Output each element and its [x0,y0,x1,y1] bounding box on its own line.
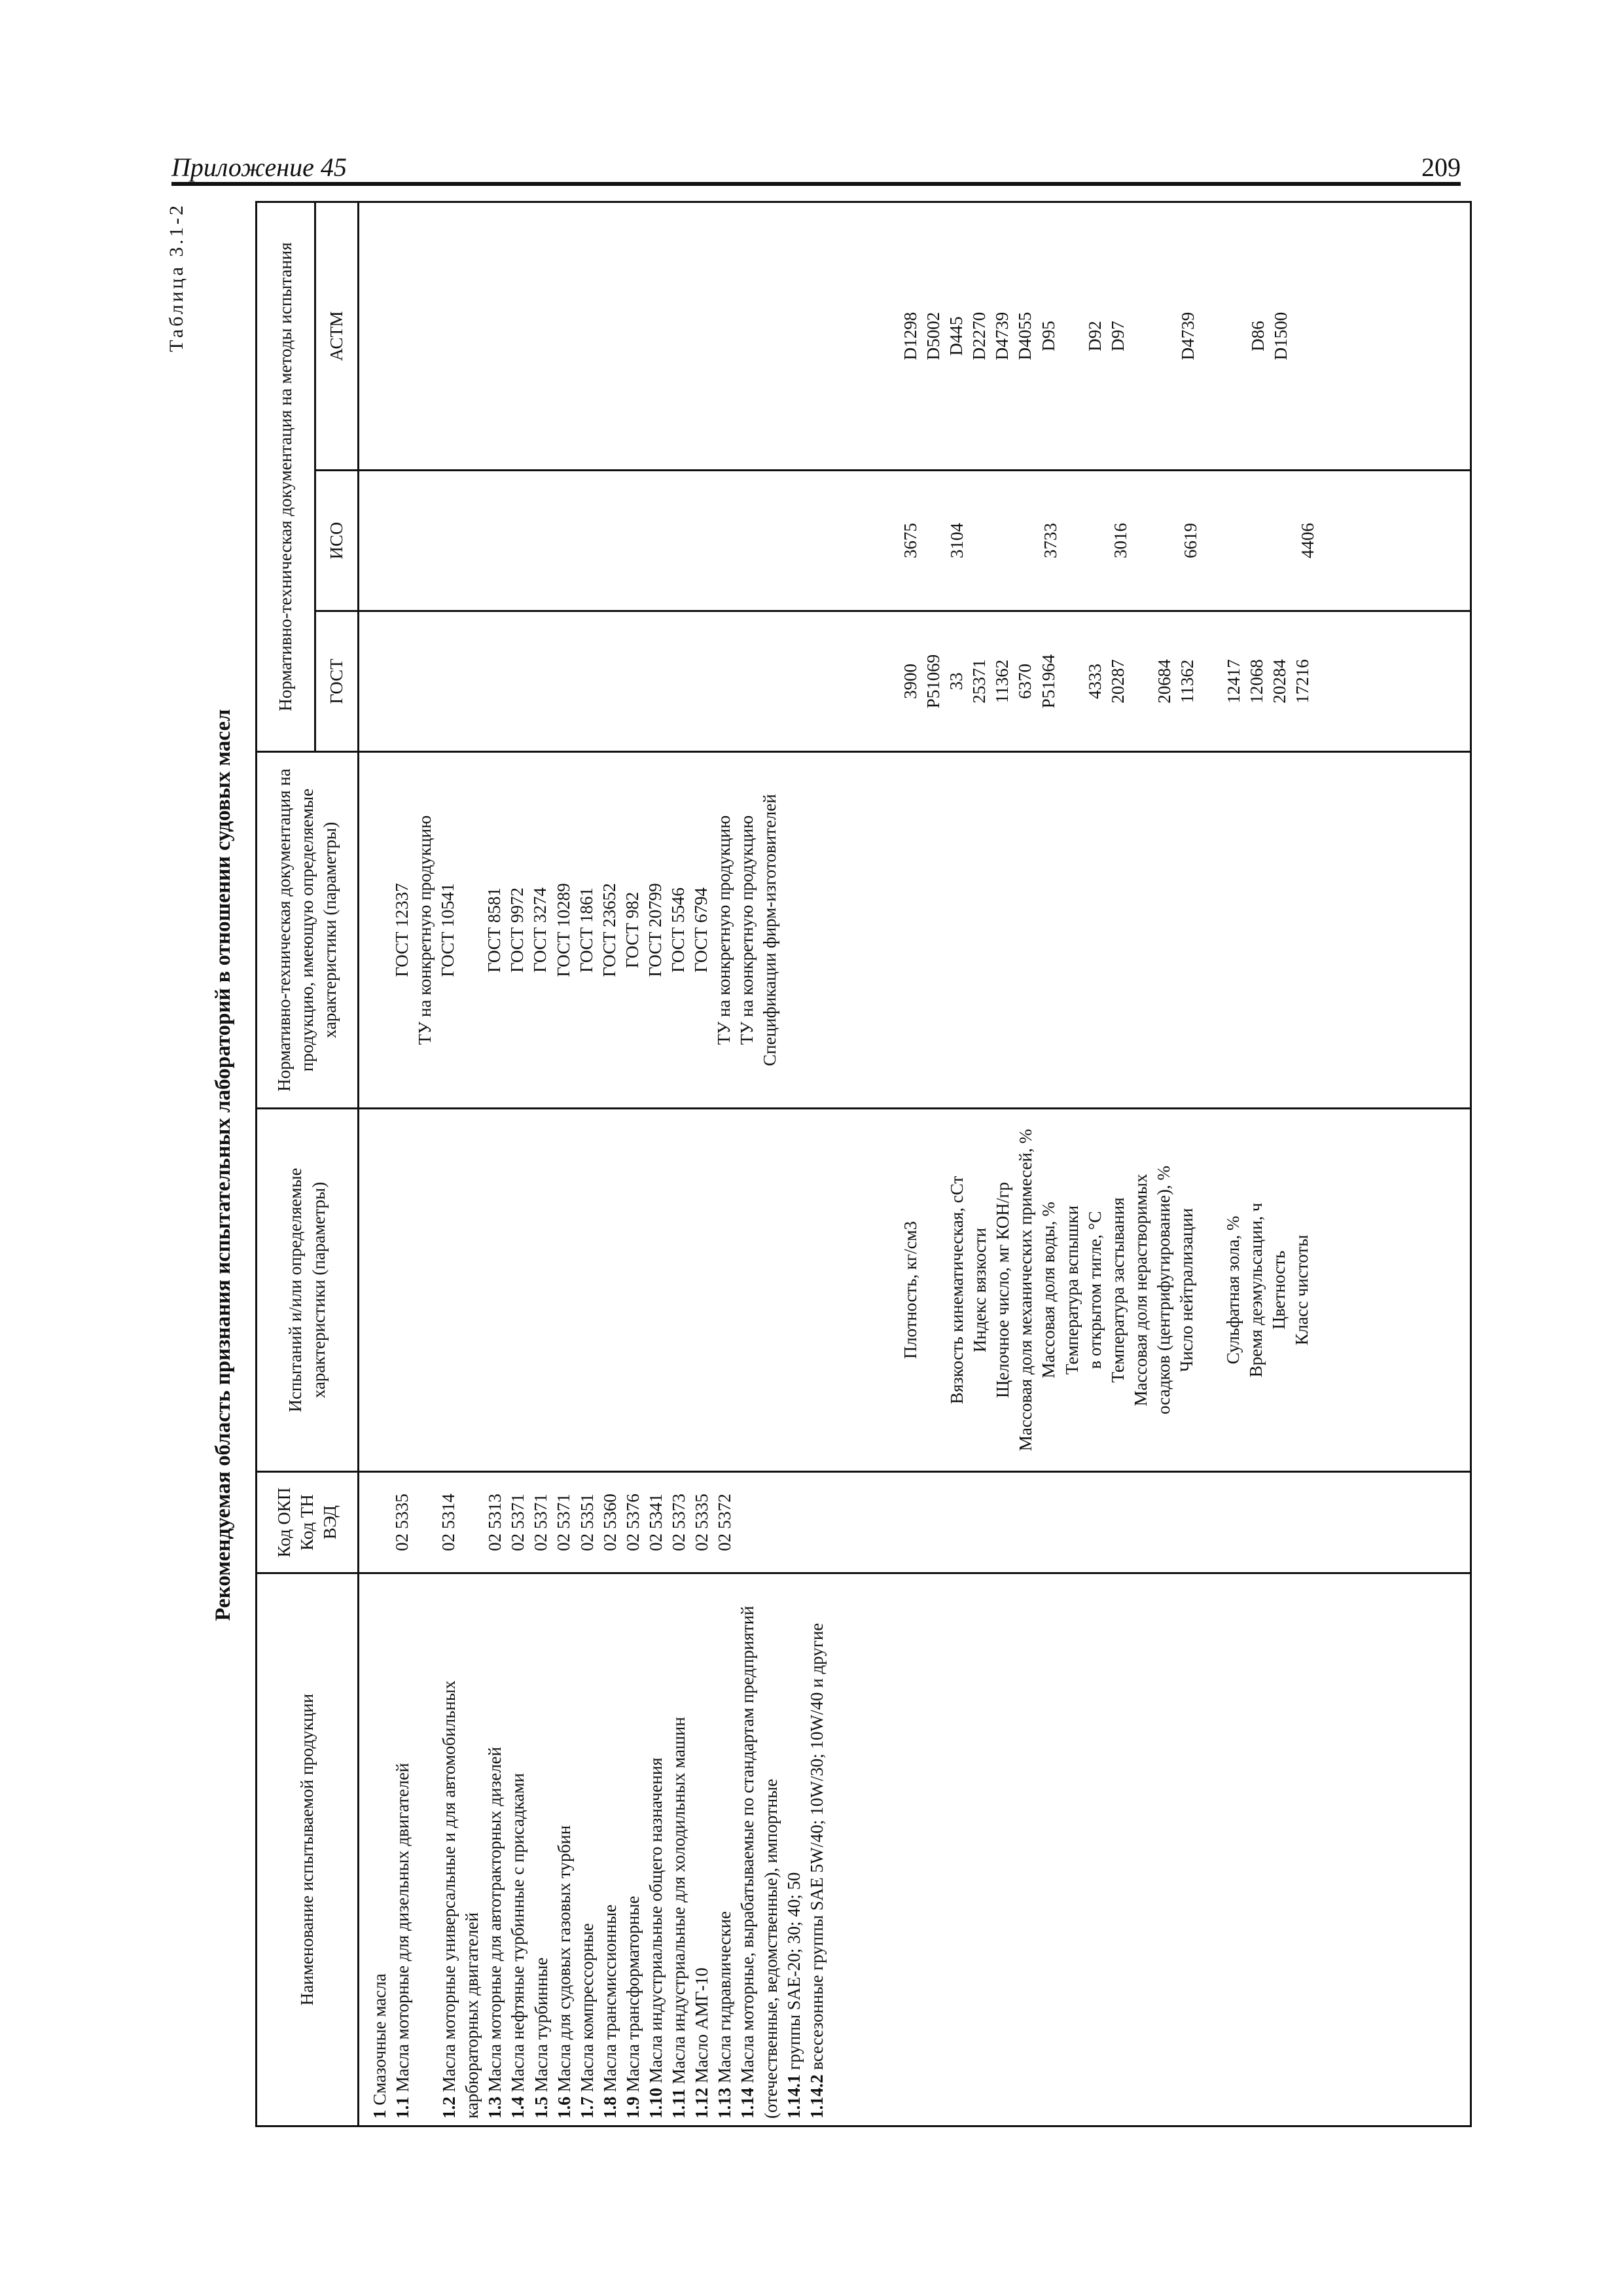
norm-doc-item: ГОСТ 10541 [438,883,458,977]
gost-item: 4333 [1084,664,1105,699]
iso-item: 3016 [1111,523,1131,558]
rotated-table-frame [164,203,1446,2127]
astm-item: D1500 [1271,312,1291,361]
product-item: 1.13 Масла гидравлические [715,1910,735,2119]
gost-item: Р51069 [923,654,944,709]
code-item: 02 5314 [438,1494,459,1551]
col-header-tests: Испытаний и/или определяемые характеристики (параметры) [257,1109,359,1472]
code-item: 02 5313 [485,1494,505,1551]
code-item: 02 5360 [599,1494,620,1551]
gost-item: 12417 [1224,659,1244,704]
gost-cell [359,611,1471,752]
product-item: 1.8 Масла трансмиссионные [599,1904,620,2119]
astm-item: D92 [1084,321,1105,351]
gost-item: 6370 [1015,664,1035,699]
astm-item: D4055 [1015,312,1035,361]
col-header-product: Наименование испытываемой продукции [257,1573,359,2126]
norm-doc-item: ГОСТ 1861 [576,887,596,973]
astm-item: D2270 [969,312,990,361]
norm-doc-item: ТУ на конкретную продукцию [714,815,734,1045]
gost-item: 11362 [992,659,1012,704]
product-cell [359,1573,1471,2126]
iso-cell [359,471,1471,611]
astm-item: D86 [1247,321,1268,351]
test-item: в открытом тигле, °С [1084,1211,1105,1369]
gost-item: 17216 [1293,659,1313,704]
norm-doc-item: ГОСТ 10289 [553,883,573,977]
test-item: Вязкость кинематическая, сСт [947,1175,967,1405]
norm-doc-item: ГОСТ 12337 [392,883,412,977]
col-header-astm: АСТМ [315,202,359,470]
product-item: 1.1 Масла моторные для дизельных двигателей [393,1763,413,2119]
norm-doc-item: ГОСТ 982 [622,891,642,969]
col-header-norm-doc: Нормативно-техническая документация на продукцию, имеющую определяемые характеристики (параметры) [257,752,359,1109]
product-item: 1 Смазочные масла [370,1973,389,2119]
tests-cell [359,1109,1471,1472]
product-item: 1.14.2 всесезонные группы SAE 5W/40; 10W/30; 10W/40 и другие [806,1623,827,2119]
gost-item: 20287 [1107,659,1128,704]
astm-item: D4739 [992,312,1012,361]
test-item: осадков (центрифугирование), % [1153,1166,1173,1414]
code-item: 02 5372 [715,1494,735,1551]
norm-doc-item: ГОСТ 8581 [484,887,505,973]
gost-item: 3900 [901,664,920,699]
test-item: Индекс вязкости [970,1227,990,1353]
gost-item: 33 [946,672,967,691]
gost-item: 25371 [969,659,990,704]
astm-item: D1298 [901,312,920,361]
norm-doc-item: ТУ на конкретную продукцию [737,815,757,1045]
test-item: Температура вспышки [1061,1205,1082,1375]
product-item: 1.14.1 группы SAE-20; 30; 40; 50 [783,1872,804,2119]
table-title: Рекомендуемая область признания испытательных лабораторий в отношении судовых масел [211,709,235,1621]
product-item: 1.9 Масла трансформаторные [622,1895,643,2119]
astm-item: D5002 [923,312,944,361]
product-item: 1.5 Масла турбинные [531,1957,551,2119]
test-item: Массовая доля механических примесей, % [1016,1128,1036,1452]
test-item: Цветность [1269,1250,1289,1330]
running-header-title: Приложение 45 [171,152,347,182]
code-item: 02 5371 [508,1494,528,1551]
norm-doc-item: Спецификации фирм-изготовителей [760,794,780,1066]
iso-item: 3104 [947,523,967,558]
product-item: 1.7 Масла компрессорные [577,1923,597,2119]
iso-item: 4406 [1298,523,1318,558]
gost-item: 20684 [1154,659,1174,704]
product-item: 1.14 Масла моторные, вырабатываемые по стандартам предприятий (отечественные, ведомственные), импортные [738,1605,781,2119]
product-item: 1.4 Масла нефтяные турбинные с присадками [508,1773,528,2119]
test-item: Число нейтрализации [1177,1208,1197,1372]
code-cell [359,1472,1471,1573]
iso-item: 3733 [1041,523,1061,558]
norm-doc-item: ГОСТ 5546 [668,887,688,973]
code-item: 02 5376 [622,1494,643,1551]
norm-doc-item: ГОСТ 20799 [645,883,665,977]
col-header-gost: ГОСТ [315,611,359,752]
norm-doc-item: ГОСТ 9972 [507,887,527,973]
oils-table [255,201,1472,2127]
astm-item: D95 [1038,321,1058,351]
test-item: Щелочное число, мг КОН/гр [993,1182,1013,1398]
astm-item: D4739 [1177,312,1198,361]
norm-doc-item: ГОСТ 6794 [691,887,711,973]
norm-doc-item: ГОСТ 23652 [599,883,619,977]
product-item: 1.11 Масла индустриальные для холодильных машин [669,1717,689,2119]
code-item: 02 5373 [668,1494,688,1551]
code-item: 02 5371 [554,1494,574,1551]
gost-item: 20284 [1270,659,1290,704]
table-label: Таблица 3.1-2 [166,203,187,352]
product-item: 1.3 Масла моторные для автотракторных дизелей [485,1746,505,2119]
code-item: 02 5335 [692,1494,712,1551]
col-header-methods: Нормативно-техническая документация на методы испытания [257,202,315,751]
test-item: Температура застывания [1107,1197,1128,1383]
gost-item: Р51964 [1038,654,1058,709]
gost-item: 12068 [1247,659,1267,704]
code-item: 02 5335 [392,1494,412,1551]
header-rule [171,182,1461,186]
product-item: 1.12 Масло АМГ-10 [692,1967,712,2119]
code-item: 02 5371 [531,1494,551,1551]
code-item: 02 5341 [645,1494,666,1551]
test-item: Класс чистоты [1292,1234,1312,1346]
gost-item: 11362 [1177,659,1197,704]
astm-item: D445 [946,316,967,356]
test-item: Сульфатная зола, % [1223,1215,1243,1365]
test-item: Массовая доля воды, % [1039,1202,1059,1378]
astm-cell [359,202,1471,470]
code-item: 02 5351 [577,1494,597,1551]
product-item: 1.6 Масла для судовых газовых турбин [554,1825,574,2119]
norm-doc-cell [359,752,1471,1109]
norm-doc-item: ТУ на конкретную продукцию [415,815,435,1045]
iso-item: 3675 [901,523,920,558]
col-header-code: Код ОКП Код ТН ВЭД [257,1472,359,1573]
product-item: 1.2 Масла моторные универсальные и для автомобильных карбюраторных двигателей [439,1680,482,2119]
test-item: Плотность, кг/см3 [901,1221,920,1359]
astm-item: D97 [1107,321,1128,351]
test-item: Время деэмульсации, ч [1246,1202,1266,1378]
test-item: Массовая доля нерастворимых [1130,1174,1150,1407]
page-number: 209 [1421,152,1461,182]
iso-item: 6619 [1181,523,1201,558]
norm-doc-item: ГОСТ 3274 [530,887,550,973]
col-header-iso: ИСО [315,471,359,611]
product-item: 1.10 Масла индустриальные общего назначения [646,1757,666,2119]
